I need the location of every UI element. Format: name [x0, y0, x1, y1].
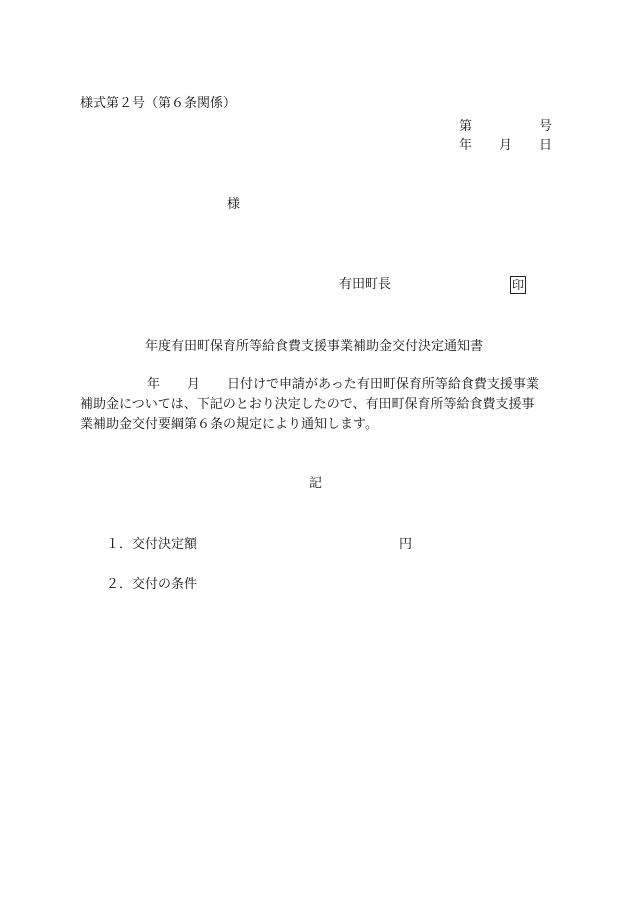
item-1-unit: 円 [399, 537, 413, 552]
body-line-2: 補助金については、下記のとおり決定したので、有田町保育所等給食費支援事 [80, 397, 535, 412]
date-year: 年 [459, 138, 473, 153]
item-2-number: ２． [106, 577, 133, 592]
doc-number-prefix: 第 [459, 119, 473, 134]
seal-stamp [510, 276, 526, 294]
body-line-1: 日付けで申請があった有田町保育所等給食費支援事業 [227, 377, 539, 392]
body-line-3: 業補助金交付要綱第６条の規定により通知します。 [80, 417, 378, 432]
body-month: 月 [187, 377, 201, 392]
form-label: 様式第２号（第６条関係） [80, 96, 237, 111]
addressee-suffix: 様 [227, 197, 241, 212]
item-1-number: １． [106, 537, 133, 552]
date-month: 月 [499, 138, 513, 153]
item-1-label: 交付決定額 [132, 537, 198, 552]
body-year: 年 [147, 377, 161, 392]
issuer-title: 有田町長 [339, 277, 392, 292]
ki-heading: 記 [309, 476, 323, 491]
doc-number-suffix: 号 [539, 119, 553, 134]
notice-title: 年度有田町保育所等給食費支援事業補助金交付決定通知書 [145, 339, 484, 354]
item-2-label: 交付の条件 [132, 577, 198, 592]
date-day: 日 [539, 138, 553, 153]
seal-mark: 印 [511, 278, 524, 292]
